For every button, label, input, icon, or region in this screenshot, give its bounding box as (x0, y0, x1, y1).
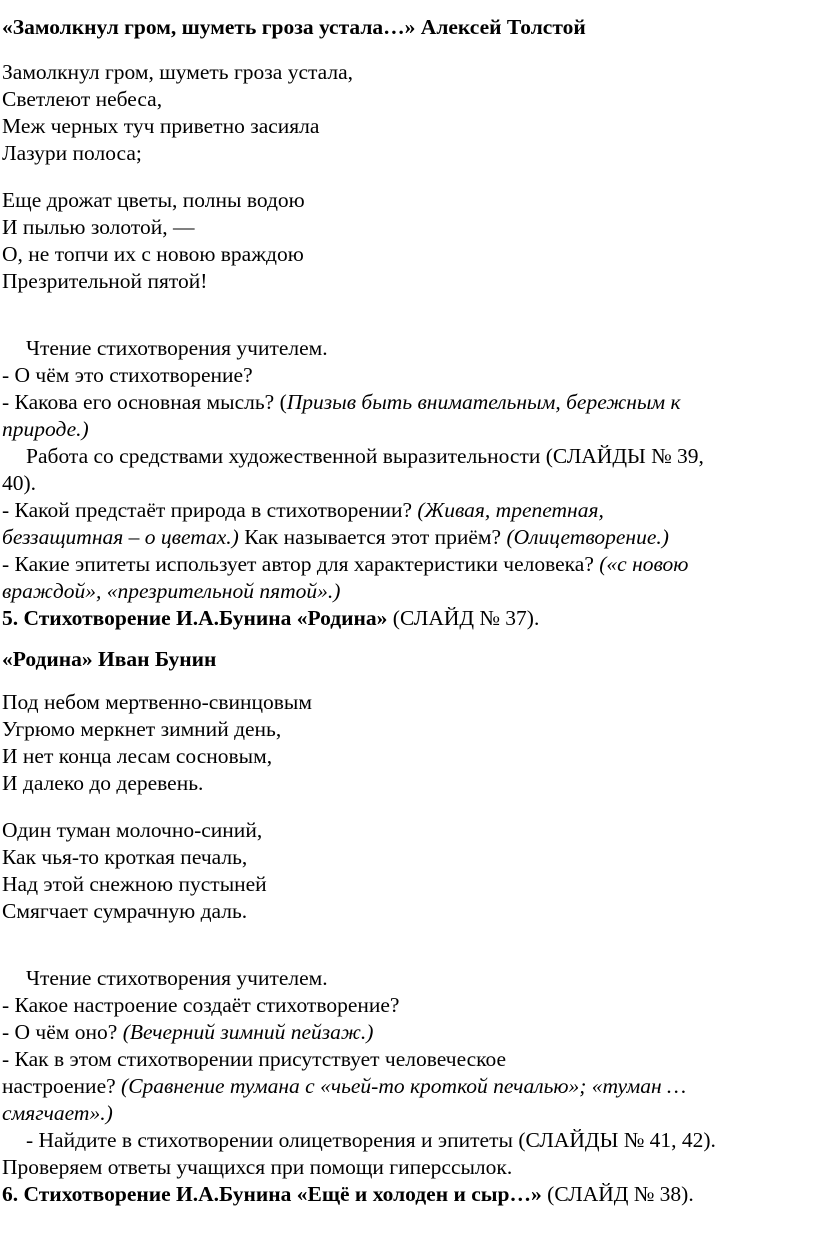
poem-line: Презрительной пятой! (2, 269, 208, 293)
question: - Какова его основная мысль? (Призыв быть внимательным, бережным к (2, 390, 681, 414)
poem1-title: «Замолкнул гром, шуметь гроза устала…» Алексей Толстой (2, 15, 586, 39)
question: - Как в этом стихотворении присутствует человеческое (2, 1047, 507, 1071)
question: - О чём оно? (Вечерний зимний пейзаж.) (2, 1020, 374, 1044)
answer: враждой», «презрительной пятой».) (2, 579, 341, 603)
question-cont: настроение? (Сравнение тумана с «чьей-то кроткой печалью»; «туман … (2, 1074, 687, 1098)
answer: смягчает».) (2, 1101, 113, 1125)
poem-line: Смягчает сумрачную даль. (2, 899, 248, 923)
poem1-stanza-2 (2, 187, 816, 295)
poem-line: Над этой снежною пустыней (2, 872, 267, 896)
section-6-heading: 6. Стихотворение И.А.Бунина «Ещё и холоден и сыр…» (СЛАЙД № 38). (2, 1182, 694, 1206)
reading-note: Чтение стихотворения учителем. (26, 336, 328, 360)
poem2-stanza-1 (2, 689, 816, 797)
poem-line: Под небом мертвенно-свинцовым (2, 690, 312, 714)
work-note: Работа со средствами художественной выразительности (СЛАЙДЫ № 39, (26, 444, 704, 468)
section-5-heading: 5. Стихотворение И.А.Бунина «Родина» (СЛАЙД № 37). (2, 606, 540, 630)
poem-line: Как чья-то кроткая печаль, (2, 845, 248, 869)
question: - О чём это стихотворение? (2, 363, 253, 387)
answer: природе.) (2, 417, 89, 441)
poem-line: Лазури полоса; (2, 141, 142, 165)
poem-line: Светлеют небеса, (2, 87, 163, 111)
discussion-1 (2, 335, 816, 632)
poem2-title: «Родина» Иван Бунин (2, 647, 217, 671)
poem-line: О, не топчи их с новою враждою (2, 242, 304, 266)
question-cont: беззащитная – о цветах.) Как называется этот приём? (Олицетворение.) (2, 525, 669, 549)
poem-line: Замолкнул гром, шуметь гроза устала, (2, 60, 354, 84)
question: - Какое настроение создаёт стихотворение? (2, 993, 400, 1017)
reading-note: Чтение стихотворения учителем. (26, 966, 328, 990)
poem-line: Еще дрожат цветы, полны водою (2, 188, 305, 212)
poem-line: И далеко до деревень. (2, 771, 204, 795)
work-note-cont: 40). (2, 471, 37, 495)
poem-line: Меж черных туч приветно засияла (2, 114, 320, 138)
poem-line: Угрюмо меркнет зимний день, (2, 717, 282, 741)
question: - Какой предстаёт природа в стихотворении? (Живая, трепетная, (2, 498, 604, 522)
question: - Какие эпитеты использует автор для характеристики человека? («с новою (2, 552, 689, 576)
poem-line: И нет конца лесам сосновым, (2, 744, 273, 768)
question: - Найдите в стихотворении олицетворения и эпитеты (СЛАЙДЫ № 41, 42). (26, 1128, 716, 1152)
poem2-stanza-2 (2, 817, 816, 925)
poem-line: Один туман молочно-синий, (2, 818, 263, 842)
poem-line: И пылью золотой, — (2, 215, 195, 239)
check-note: Проверяем ответы учащихся при помощи гиперссылок. (2, 1155, 513, 1179)
discussion-2 (2, 965, 816, 1208)
poem1-stanza-1 (2, 59, 816, 167)
